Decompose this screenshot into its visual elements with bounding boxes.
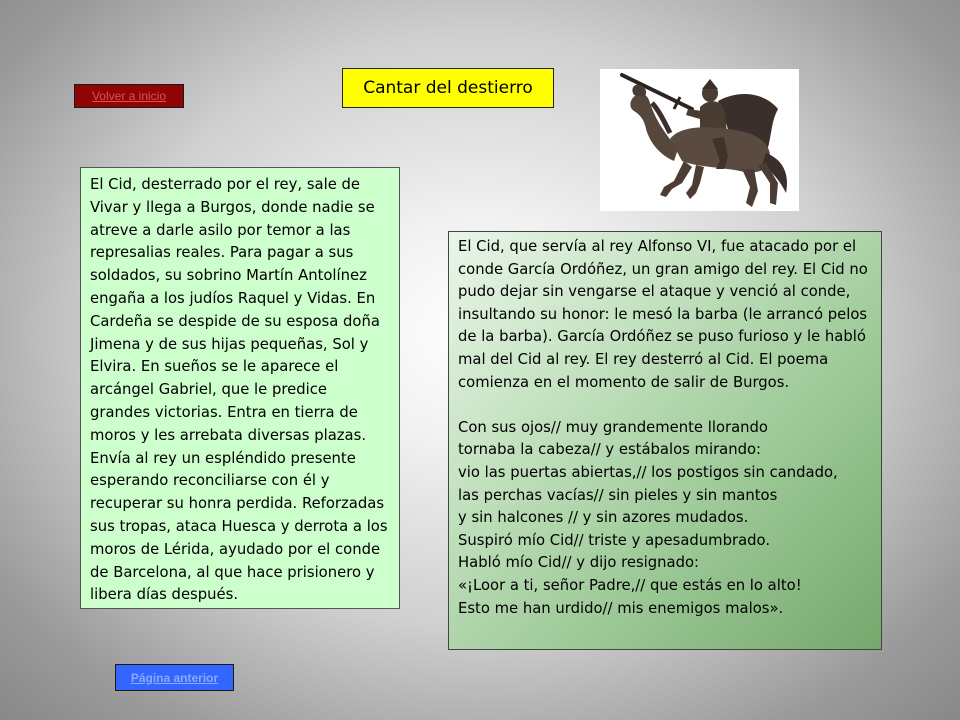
poem-verse: Esto me han urdido// mis enemigos malos». [458,599,784,617]
poem-verse: Habló mío Cid// y dijo resignado: [458,554,700,572]
poem-verse: Suspiró mío Cid// triste y apesadumbrado. [458,531,771,549]
poem-verse: tornaba la cabeza// y estábalos mirando: [458,441,762,459]
plot-summary-text: El Cid, desterrado por el rey, sale de Vivar y llega a Burgos, donde nadie se atreve a darle asilo por temor a las represalias reales. Para pagar a sus soldados, su sobrino Martín Antolínez engaña a los judíos Raquel y Vidas. En Cardeña se despide de su esposa doña Jimena y de sus hijas pequeñas, Sol y Elvira. En sueños se le aparece el arcángel Gabriel, que le predice grandes victorias. Entra en tierra de moros y les arrebata diversas plazas. Envía al rey un espléndido presente esperando reconciliarse con él y recuperar su honra perdida. Reforzadas sus tropas, ataca Huesca y derrota a los moros de Lérida, ayudado por el conde de Barcelona, al que hace prisionero y libera días después. [90,176,388,604]
el-cid-statue-image [600,69,799,211]
plot-summary-box [80,167,400,609]
back-to-home-button[interactable]: Volver a inicio [74,84,184,108]
poem-excerpt [458,417,873,620]
poem-verse: Con sus ojos// muy grandemente llorando [458,418,768,436]
previous-page-button[interactable]: Página anterior [115,664,234,691]
historical-context-box [448,231,882,650]
poem-verse: vio las puertas abiertas,// los postigos sin candado, [458,463,838,481]
page-title: Cantar del destierro [342,68,554,108]
poem-verse: las perchas vacías// sin pieles y sin mantos [458,486,778,504]
poem-verse: y sin halcones // y sin azores mudados. [458,509,749,527]
equestrian-statue-icon [600,69,799,211]
poem-verse: «¡Loor a ti, señor Padre,// que estás en lo alto! [458,576,802,594]
context-paragraph: El Cid, que servía al rey Alfonso VI, fue atacado por el conde García Ordóñez, un gran amigo del rey. El Cid no pudo dejar sin vengarse el ataque y venció al conde, insultando su honor: le mesó la barba (le arrancó pelos de la barba). García Ordóñez se puso furioso y le habló mal del Cid al rey. El rey desterró al Cid. El poema comienza en el momento de salir de Burgos. [458,238,868,391]
